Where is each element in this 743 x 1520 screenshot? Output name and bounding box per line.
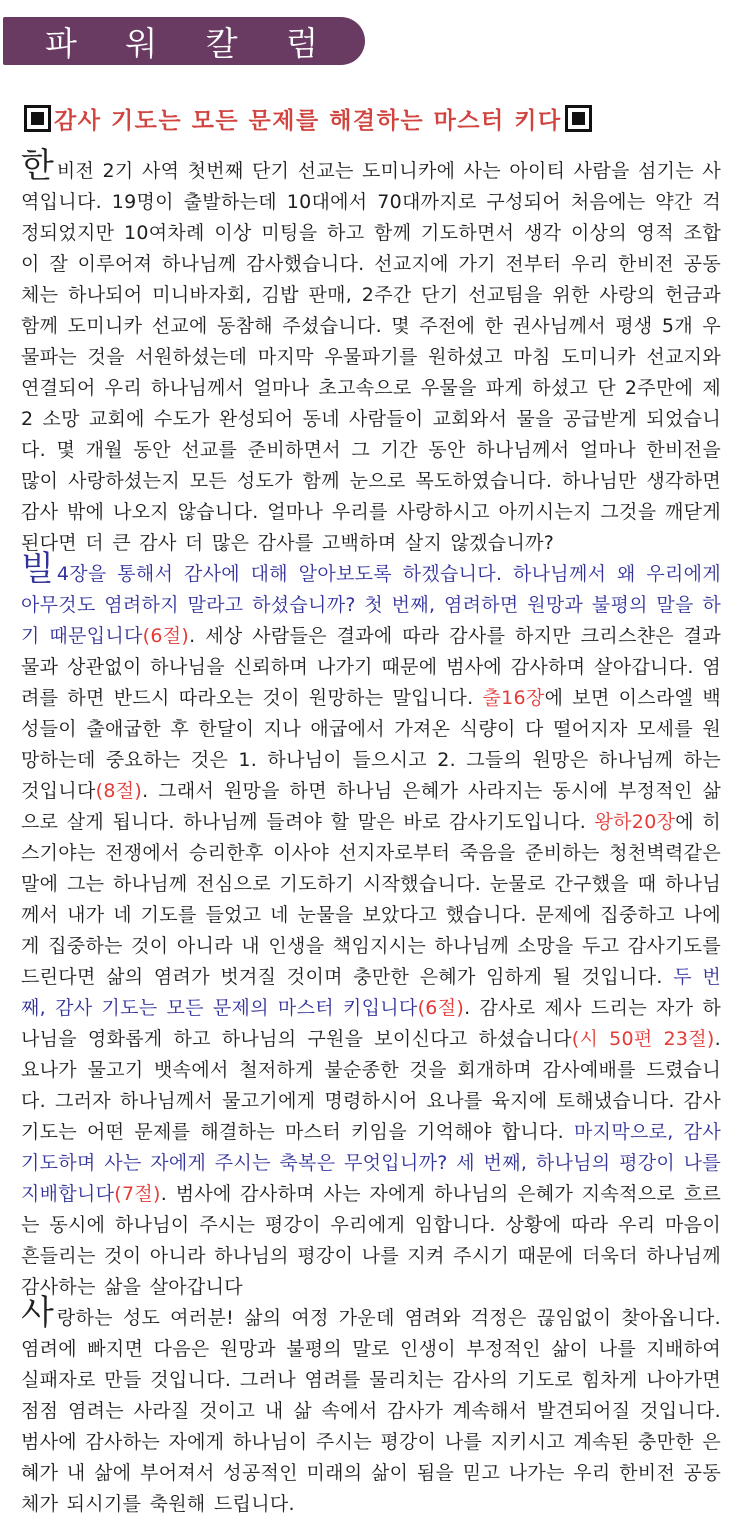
text-segment-red: (6절): [142, 625, 190, 647]
text-segment-red: (시 50편 23절): [571, 1028, 715, 1050]
square-bullet-icon: [24, 105, 51, 132]
square-bullet-inner: [572, 112, 585, 125]
text-segment-body: . 세상 사람들은 결과에 따라 감사를 하지만 크리스챤은 결과물과 상관없이 하나님을 신뢰하며 나가기 때문에 범사에 감사하며 살아갑니다. 염려를 하면 반드시 따라오는 것이 원망하는 말입니다.: [21, 625, 721, 709]
banner-label: 파 워 칼 럼: [45, 23, 337, 63]
text-segment-red: 출16장: [482, 687, 545, 709]
text-segment-red: (8절): [95, 780, 143, 802]
dropcap: 한: [21, 146, 54, 186]
paragraph: [21, 146, 721, 559]
text-segment-red: 왕하20장: [594, 811, 676, 833]
paragraph: [21, 1293, 721, 1520]
square-bullet-inner: [31, 112, 44, 125]
dropcap: 사: [21, 1293, 54, 1333]
square-bullet-icon: [565, 105, 592, 132]
page-title: 감사 기도는 모든 문제를 해결하는 마스터 키다: [54, 108, 562, 134]
article: [21, 146, 721, 1520]
text-segment-blue: 4장을 통해서 감사에 대해 알아보도록 하겠습니다. 하나님께서 왜 우리에게 아무것도 염려하지 말라고 하셨습니까? 첫 번째, 염려하면 원망과 불평의 말을 하기 때문입니다: [21, 563, 721, 647]
text-segment-body: 랑하는 성도 여러분! 삶의 여정 가운데 염려와 걱정은 끊임없이 찾아옵니다. 염려에 빠지면 다음은 원망과 불평의 말로 인생이 부정적인 삶이 나를 지배하여 실패자로 만들 것입니다. 그러나 염려를 물리치는 감사의 기도로 힘차게 나아가면 점점 염려는 사라질 것이고 내 삶 속에서 감사가 계속해서 발견되어질 것입니다. 범사에 감사하는 자에게 하나님이 주시는 평강이 나를 지키시고 계속된 충만한 은혜가 내 삶에 부어져서 성공적인 미래의 삶이 됨을 믿고 나가는 우리 한비전 공동체가 되시기를 축원해 드립니다.: [21, 1307, 721, 1515]
dropcap: 빌: [21, 549, 54, 589]
power-column-banner: [3, 17, 365, 65]
text-segment-blue: 두 번째, 감사 기도는 모든 문제의 마스터 키입니다: [21, 966, 721, 1019]
text-segment-body: . 범사에 감사하며 사는 자에게 하나님의 은혜가 지속적으로 흐르는 동시에 하나님이 주시는 평강이 우리에게 임합니다. 상황에 따라 우리 마음이 흔들리는 것이 아니라 하나님의 평강이 나를 지켜 주시기 때문에 더욱더 하나님께 감사하는 삶을 살아갑니다: [21, 1183, 721, 1298]
text-segment-body: 에 히스기야는 전쟁에서 승리한후 이사야 선지자로부터 죽음을 준비하는 청천벽력같은 말에 그는 하나님께 전심으로 기도하기 시작했습니다. 눈물로 간구했을 때 하나님께서 내가 네 기도를 들었고 네 눈물을 보았다고 했습니다. 문제에 집중하고 나에게 집중하는 것이 아니라 내 인생을 책임지시는 하나님께 소망을 두고 감사기도를 드린다면 삶의 염려가 벗겨질 것이며 충만한 은혜가 임하게 될 것입니다.: [21, 811, 721, 988]
text-segment-blue: 마지막으로, 감사기도하며 사는 자에게 주시는 축복은 무엇입니까? 세 번째, 하나님의 평강이 나를 지배합니다: [21, 1121, 721, 1205]
paragraph: [21, 549, 721, 1303]
text-segment-body: 비전 2기 사역 첫번째 단기 선교는 도미니카에 사는 아이티 사람을 섬기는 사역입니다. 19명이 출발하는데 10대에서 70대까지로 구성되어 처음에는 약간 걱정되었지만 10여차례 이상 미팅을 하고 함께 기도하면서 생각 이상의 영적 조합이 잘 이루어져 하나님께 감사했습니다. 선교지에 가기 전부터 우리 한비전 공동체는 하나되어 미니바자회, 김밥 판매, 2주간 단기 선교팀을 위한 사랑의 헌금과 함께 도미니카 선교에 동참해 주셨습니다. 몇 주전에 한 권사님께서 평생 5개 우물파는 것을 서원하셨는데 마지막 우물파기를 원하셨고 마침 도미니카 선교지와 연결되어 우리 하나님께서 얼마나 초고속으로 우물을 파게 하셨고 단 2주만에 제 2 소망 교회에 수도가 완성되어 동네 사람들이 교회와서 물을 공급받게 되었습니다. 몇 개월 동안 선교를 준비하면서 그 기간 동안 하나님께서 얼마나 한비전을 많이 사랑하셨는지 모든 성도가 함께 눈으로 목도하였습니다. 하나님만 생각하면 감사 밖에 나오지 않습니다. 얼마나 우리를 사랑하시고 아끼시는지 그것을 깨닫게 된다면 더 큰 감사 더 많은 감사를 고백하며 살지 않겠습니까?: [21, 160, 721, 554]
headline-row: [24, 102, 592, 135]
text-segment-red: (6절): [417, 997, 465, 1019]
text-segment-body: . 감사로 제사 드리는 자가 하나님을 영화롭게 하고 하나님의 구원을 보이신다고 하셨습니다: [21, 997, 721, 1050]
text-segment-body: . 그래서 원망을 하면 하나님 은혜가 사라지는 동시에 부정적인 삶으로 살게 됩니다. 하나님께 들려야 할 말은 바로 감사기도입니다.: [21, 780, 721, 833]
text-segment-red: (7절): [114, 1183, 161, 1205]
text-segment-body: 에 보면 이스라엘 백성들이 출애굽한 후 한달이 지나 애굽에서 가져온 식량이 다 떨어지자 모세를 원망하는데 중요하는 것은 1. 하나님이 들으시고 2. 그들의 원망은 하나님께 하는 것입니다: [21, 687, 721, 802]
text-segment-body: . 요나가 물고기 뱃속에서 철저하게 불순종한 것을 회개하며 감사예배를 드렸습니다. 그러자 하나님께서 물고기에게 명령하시어 요나를 육지에 토해냈습니다. 감사기도는 어떤 문제를 해결하는 마스터 키임을 기억해야 합니다.: [21, 1028, 721, 1143]
